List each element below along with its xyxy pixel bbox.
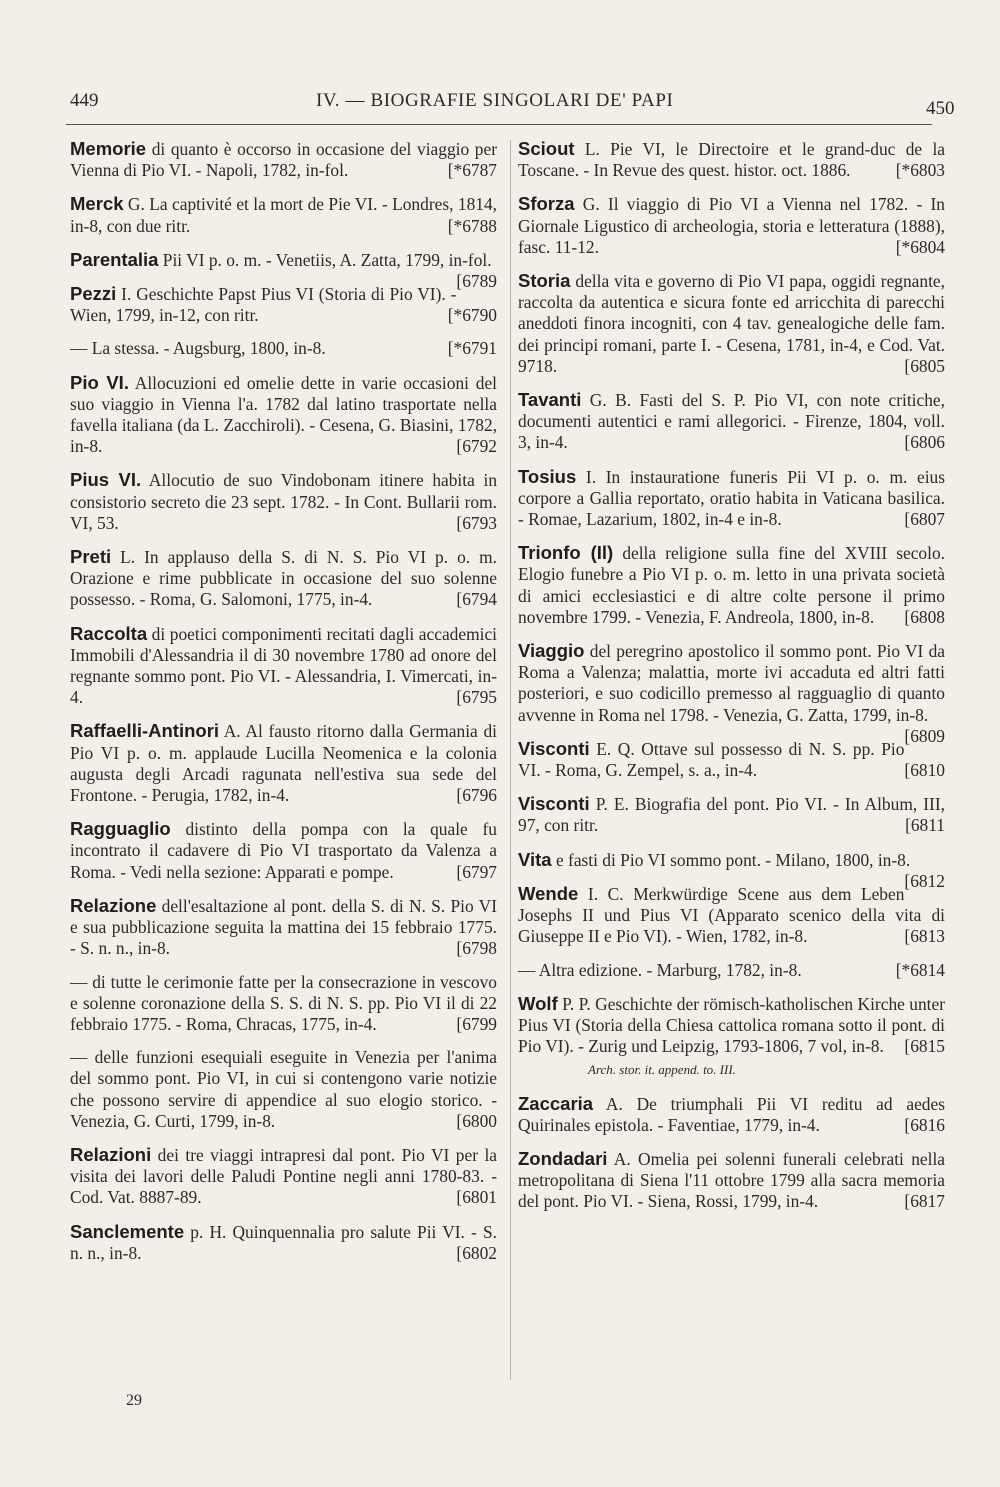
entry-heading: Relazione <box>70 894 157 916</box>
entry-number: [*6788 <box>447 215 497 236</box>
entry-text: P. P. Geschichte der römisch-katholischen Kirche unter Pius VI (Storia della Chiesa cattolica romana sotto il pont. di Pio VI). - Zurig und Leipzig, 1793-1806, 7 vol, in-8. <box>518 993 945 1057</box>
entry-text: G. B. Fasti del S. P. Pio VI, con note critiche, documenti autentici e rami allegorici. - Firenze, 1804, voll. 3, in-4. <box>518 390 945 453</box>
entry-text: di quanto è occorso in occasione del viaggio per Vienna di Pio VI. - Napoli, 1782, in-fol. <box>70 139 497 181</box>
entry-number: [6800 <box>456 1110 497 1131</box>
entry-text: Pii VI p. o. m. - Venetiis, A. Zatta, 1799, in-fol. <box>158 249 492 270</box>
entry-number: [6798 <box>456 938 497 959</box>
signature-mark: 29 <box>126 1392 142 1409</box>
entry-number: [*6790 <box>447 305 497 326</box>
entry-text: Allocuzioni ed omelie dette in varie occasioni del suo viaggio in Vienna l'a. 1782 dal latino trasportate nella favella italiana (da L. Zacchiroli). - Cesena, G. Biasini, 1782, in-8. <box>70 372 497 457</box>
left-column <box>70 138 497 1276</box>
entry-number: [6799 <box>456 1013 497 1034</box>
bibliography-entry <box>518 466 945 531</box>
bibliography-entry <box>518 389 945 454</box>
entry-text: della religione sulla fine del XVIII secolo. Elogio funebre a Pio VI p. o. m. letto in una privata società di amici ecclesiastici e di altre colte persone il primo novembre 1799. - Venezia, F. Andreola, 1800, in-8. <box>518 543 945 627</box>
entry-text: L. Pie VI, le Directoire et le grand-duc de la Toscane. - In Revue des quest. histor. oct. 1886. <box>518 139 945 181</box>
bibliography-entry <box>518 993 945 1081</box>
entry-text: — La stessa. - Augsburg, 1800, in-8. <box>70 338 326 359</box>
column-divider <box>510 140 511 1380</box>
header-rule <box>66 124 932 125</box>
bibliography-entry <box>70 372 497 458</box>
entry-heading: Preti <box>70 546 112 568</box>
bibliography-entry <box>70 1144 497 1209</box>
bibliography-entry <box>70 972 497 1036</box>
entry-heading: Sforza <box>518 193 575 215</box>
entry-text: di poetici componimenti recitati dagli accademici Immobili d'Alessandria il di 30 novembre 1780 ad onore del regnante sommo pont. Pio VI. - Alessandria, I. Vimercati, in-4. <box>70 623 497 708</box>
entry-heading: Relazioni <box>70 1143 152 1165</box>
bibliography-entry <box>70 138 497 181</box>
bibliography-entry <box>518 793 945 836</box>
entry-number: [6817 <box>904 1191 945 1212</box>
bibliography-entry <box>518 193 945 258</box>
bibliography-entry <box>518 542 945 628</box>
bibliography-entry <box>70 1221 497 1264</box>
entry-text: — delle funzioni esequiali eseguite in Venezia per l'anima del sommo pont. Pio VI, in cui si contengono varie notizie che possono servire di appendice al suo elogio storico. - Venezia, G. Curti, 1799, in-8. <box>70 1047 497 1131</box>
entry-heading: Memorie <box>70 138 147 159</box>
entry-heading: Ragguaglio <box>70 818 171 840</box>
bibliography-entry <box>518 738 945 781</box>
entry-heading: Wolf <box>518 992 558 1014</box>
entry-number: [6806 <box>904 432 945 453</box>
entry-number: [6813 <box>904 926 945 947</box>
entry-text: dei tre viaggi intrapresi dal pont. Pio VI per la visita dei lavori delle Paludi Pontine negli anni 1780-83. - Cod. Vat. 8887-89. <box>70 1144 497 1208</box>
entry-number: [6809 <box>904 725 945 746</box>
entry-number: [6816 <box>904 1114 945 1135</box>
entry-heading: Wende <box>518 882 579 904</box>
entry-heading: Tosius <box>518 465 577 487</box>
page-number-left: 449 <box>70 90 99 111</box>
entry-heading: Sanclemente <box>70 1220 185 1242</box>
entry-note: Arch. stor. it. append. to. III. <box>588 1062 736 1078</box>
bibliography-entry <box>518 138 945 181</box>
entry-heading: Sciout <box>518 138 575 159</box>
entry-heading: Tavanti <box>518 389 582 411</box>
entry-number: [6796 <box>456 785 497 806</box>
entry-number: [6807 <box>904 509 945 530</box>
entry-text: G. La captivité et la mort de Pie VI. - Londres, 1814, in-8, con due ritr. <box>70 194 497 236</box>
entry-number: [6797 <box>456 861 497 882</box>
entry-heading: Merck <box>70 193 124 215</box>
entry-text: del peregrino apostolico il sommo pont. Pio VI da Roma a Valenza; malattia, morte ivi accaduta ed altri fatti posteriori, e suo codicillo premesso al ragguaglio di quanto avvenne in Roma nel 1798. - Venezia, G. Zatta, 1799, in-8. <box>518 641 945 725</box>
entry-heading: Raccolta <box>70 622 148 644</box>
entry-heading: Viaggio <box>518 640 585 662</box>
page-number-right: 450 <box>926 98 955 119</box>
entry-heading: Visconti <box>518 793 590 815</box>
bibliography-entry <box>70 546 497 611</box>
entry-number: [6811 <box>905 815 945 836</box>
entry-number: [6805 <box>904 355 945 376</box>
entry-heading: Trionfo (Il) <box>518 542 614 564</box>
entry-text: distinto della pompa con la quale fu incontrato il cadavere di Pio VI trasportato da Valenza a Roma. - Vedi nella sezione: Apparati e pompe. <box>70 819 497 882</box>
entry-text: I. In instauratione funeris Pii VI p. o. m. eius corpore a Gallia reportato, oratio habita in Vaticana basilica. - Romae, Lazarium, 1802, in-4 e in-8. <box>518 466 945 530</box>
entry-text: e fasti di Pio VI sommo pont. - Milano, 1800, in-8. <box>551 849 911 870</box>
entry-number: [6802 <box>456 1242 497 1263</box>
entry-text: A. De triumphali Pii VI reditu ad aedes Quirinales epistola. - Faventiae, 1779, in-4. <box>518 1093 945 1135</box>
entry-text: p. H. Quinquennalia pro salute Pii VI. - S. n. n., in-8. <box>70 1221 497 1263</box>
entry-number: [6808 <box>904 606 945 627</box>
bibliography-entry <box>518 883 945 948</box>
bibliography-entry <box>70 1047 497 1132</box>
bibliography-entry <box>70 720 497 806</box>
entry-number: [6801 <box>456 1187 497 1208</box>
entry-heading: Pius VI. <box>70 469 142 491</box>
bibliography-entry <box>70 623 497 709</box>
entry-number: [*6814 <box>895 959 945 980</box>
entry-text: L. In applauso della S. di N. S. Pio VI p. o. m. Orazione e rime pubblicate in occasione del suo solenne possesso. - Roma, G. Salomoni, 1775, in-4. <box>70 547 497 610</box>
bibliography-entry <box>518 848 945 891</box>
entry-heading: Zaccaria <box>518 1092 594 1114</box>
entry-number: [6793 <box>456 512 497 533</box>
entry-text: P. E. Biografia del pont. Pio VI. - In Album, III, 97, con ritr. <box>518 794 945 836</box>
entry-heading: Pio VI. <box>70 371 129 393</box>
bibliography-entry <box>518 1093 945 1136</box>
entry-number: [6794 <box>456 589 497 610</box>
entry-text: A. Al fausto ritorno dalla Germania di Pio VI p. o. m. applaude Lucilla Neomenica e la colonia augusta degli Arcadi ragunata nell'estiva sua sede del Frontone. - Perugia, 1782, in-4. <box>70 721 497 806</box>
running-header-title: IV. — BIOGRAFIE SINGOLARI DE' PAPI <box>316 90 674 111</box>
bibliography-entry <box>518 270 945 377</box>
entry-heading: Visconti <box>518 737 590 759</box>
entry-text: E. Q. Ottave sul possesso di N. S. pp. Pio VI. - Roma, G. Zempel, s. a., in-4. <box>518 738 905 781</box>
entry-text: G. Il viaggio di Pio VI a Vienna nel 1782. - In Giornale Ligustico di archeologia, storia e letteratura (1888), fasc. 11-12. <box>518 194 945 257</box>
entry-heading: Storia <box>518 270 571 292</box>
entry-heading: Parentalia <box>70 248 159 270</box>
bibliography-entry <box>518 960 945 981</box>
entry-number: [6812 <box>904 870 945 891</box>
entry-heading: Zondadari <box>518 1147 608 1169</box>
entry-text: I. Geschichte Papst Pius VI (Storia di Pio VI). - Wien, 1799, in-12, con ritr. <box>70 284 457 326</box>
entry-number: [*6787 <box>447 160 497 181</box>
entry-number: [*6804 <box>895 236 945 257</box>
entry-text: I. C. Merkwürdige Scene aus dem Leben Josephs II und Pius VI (Apparato scenico della vita di Giuseppe II e Pio VI). - Wien, 1782, in-8. <box>518 883 945 947</box>
entry-text: Allocutio de suo Vindobonam itinere habita in consistorio secreto die 23 sept. 1782. - In Cont. Bullarii rom. VI, 53. <box>70 470 498 533</box>
entry-number: [6789 <box>456 271 497 292</box>
bibliography-entry <box>70 818 497 883</box>
bibliography-entry <box>70 248 497 292</box>
bibliography-entry <box>70 283 497 326</box>
entry-text: — di tutte le cerimonie fatte per la consecrazione in vescovo e solenne coronazione della S. S. di N. S. pp. Pio VI il di 22 febbraio 1775. - Roma, Chracas, 1775, in-4. <box>70 971 497 1034</box>
bibliography-entry <box>518 1148 945 1213</box>
entry-number: [*6803 <box>895 160 945 181</box>
entry-text: A. Omelia pei solenni funerali celebrati nella metropolitana di Siena l'11 ottobre 1799 alla sacra memoria del pont. Pio VI. - Siena, Rossi, 1799, in-4. <box>518 1148 945 1212</box>
bibliography-entry <box>70 895 497 960</box>
right-column <box>518 138 945 1225</box>
entry-heading: Pezzi <box>70 283 117 305</box>
entry-number: [6795 <box>456 687 497 708</box>
entry-text: della vita e governo di Pio VI papa, oggidi regnante, raccolta da autentica e sicura fonte ed arricchita di parecchi aneddoti finora incogniti, con 4 tav. genealogiche delle fam. dei principi romani, parte I. - Cesena, 1781, in-4, e Cod. Vat. 9718. <box>518 271 945 376</box>
entry-text: dell'esaltazione al pont. della S. di N. S. Pio VI e sua pubblicazione seguita la mattina dei 15 febbraio 1775. - S. n. n., in-8. <box>70 895 497 959</box>
bibliography-entry <box>70 193 497 236</box>
bibliography-entry <box>70 469 497 534</box>
entry-heading: Raffaelli-Antinori <box>70 720 220 742</box>
entry-text: — Altra edizione. - Marburg, 1782, in-8. <box>518 959 802 980</box>
bibliography-entry <box>70 338 497 359</box>
entry-number: [*6791 <box>447 338 497 359</box>
entry-number: [6815 <box>904 1036 945 1057</box>
entry-number: [6792 <box>456 436 497 457</box>
entry-heading: Vita <box>518 848 552 870</box>
entry-number: [6810 <box>904 760 945 781</box>
bibliography-entry <box>518 640 945 746</box>
